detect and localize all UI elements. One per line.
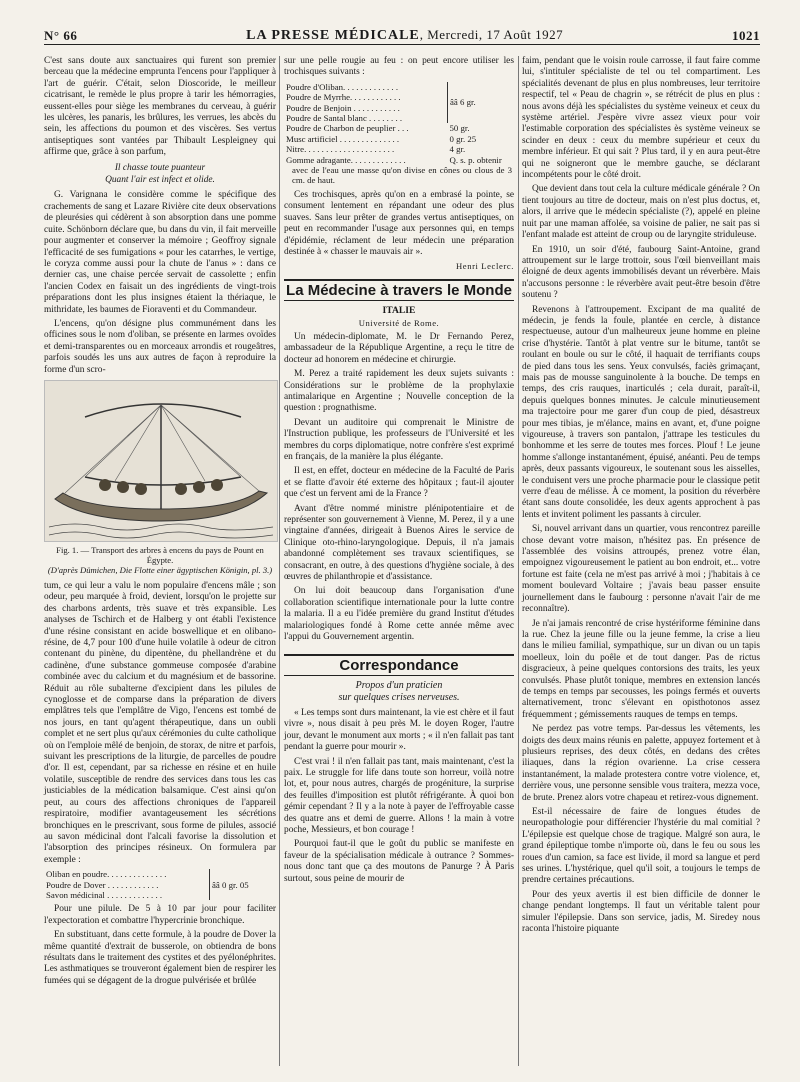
- paragraph: En 1910, un soir d'été, faubourg Saint-Antoine, grand attroupement sur le large trottoir, sous l'œil bienveillant mais éloigné de deux agents immobilisés devant un réverbère. Mais n'accusons personne : le réverbère avait peut-être besoin d'être soutenu ?: [522, 244, 760, 301]
- verse-line: Il chasse toute puanteur: [114, 162, 206, 173]
- paragraph: G. Varignana le considère comme le spécifique des crachements de sang et Lazare Rivière cite deux observations de pleurésies qui cédèrent à son absorption dans une pomme cuite. Schönborn déclare que, bu dans du vin, il fait merveille pour augmenter et conserver la mémoire ; Geoffroy signale l'efficacité de ses fumigations « pour les catarrhes, le vertige, le coryza comme aussi pour la chute de l'anus » : dans ce dernier cas, une chaise percée servait de cassolette ; enfin l'ancien Codex en faisait un des ingrédients de vingt-trois préparations dont les plus insignes étaient la thériaque, le mithridate, les baumes de Fioraventi et du Commandeur.: [44, 190, 276, 315]
- recipe-qty: 4 gr.: [449, 144, 466, 155]
- paragraph: tum, ce qui leur a valu le nom populaire d'encens mâle ; son odeur, peu marquée à froid, devient, lorsqu'on le projette sur des charbons ardents, très suave et très expansible. Les analyses de Tschirch et de Halberg y ont établi l'existence d'une résine consistant en acide boswellique et en olibano-résine, de 4,7 pour 100 d'une huile volatile à odeur de citron contenant du pinène, du dipentène, du phellandrène et du cadinène, d'une substance gommeuse composée d'arabine combinée avec du calcium et du magnésium et de bassorine. Réduit au rôle subalterne d'excipient dans les pilules de cynoglosse et de comparse dans la préparation de divers emplâtres tels que l'emplâtre de Vigo, l'encens est tombé de nos jours, en tant qu'agent thérapeutique, dans un oubli complet et ne sert plus qu'aux cérémonies du culte catholique où on l'emploie mêlé de benjoin, de storax, de nitre et parfois, suivant les prescriptions de la liturgie, de parcelles de poudre d'or. Il est, cependant, par sa richesse en résine et en huile volatile, susceptible de rendre des services dans tous les cas justiciables de la médication balsamique. C'est ainsi qu'on peut, au cours des affections chroniques de l'appareil respiratoire, modifier avantageusement les sécrétions bronchiques en le prescrivant, sous forme de pilules, associé au savon médicinal dont l'alcali favorise la dissolution et l'absorption des principes résineux. On formulera par exemple :: [44, 580, 276, 865]
- recipe-item: Poudre de Charbon de peuplier . . .: [286, 123, 409, 134]
- journal-title: LA PRESSE MÉDICALE: [246, 28, 420, 43]
- recipe-row: [284, 165, 514, 186]
- section-institution: Université de Rome.: [358, 317, 440, 328]
- recipe-item: Poudre de Santal blanc . . . . . . . .: [286, 113, 403, 124]
- paragraph: Revenons à l'attroupement. Excipant de ma qualité de médecin, je fends la foule, plantée en cercle, à distance respectueuse, autour d'un malheureux jeune homme en pleine crise d'hystérie. Tantôt à plat ventre sur le bitume, tantôt se roulant en boule ou sur le côté, il haquait de terrifiants coups de pied dans tous les sens. Yeux convulsés, faciès grimaçant, mais pas de mousse sanguinolente à la bouche. De temps en temps, des cris rauques, inarticulés ; cela durait, paraît-il, depuis quelques bonnes minutes. Je calcule minutieusement ma trajectoire pour me garer d'un coup de pied, désastreux pour mes tibias, je m'élance, mains en avant, et, d'une poigne vigoureuse, à travers son pantalon, j'attrape les testicules du bonhomme et les serre de toutes mes forces. Plouf ! Le jeune homme s'allonge instantanément, épuisé, anéanti. Peu de temps après, deux passants vigoureux, le soutenant sous les aisselles, le conduisent vers une proche pharmacie pour le classique petit verre d'eau de mélisse. À ce moment, la position du réverbère étant sans doute consolidée, les deux agents approchent à pas lents et invitent poliment les passants à circuler.: [522, 304, 760, 520]
- verse-line: Quant l'air est infect et olide.: [105, 175, 215, 186]
- recipe-qty: ââ 6 gr.: [448, 82, 515, 124]
- recipe-row: [284, 144, 514, 154]
- recipe-row: [284, 123, 514, 133]
- subtitle-line: Propos d'un praticien: [355, 679, 443, 691]
- paragraph: Pourquoi faut-il que le goût du public se manifeste en faveur de la spécialisation médicale à outrance ? Sommes-nous donc tant que ça des moutons de Panurge ? À Paris surtout, sous peine de mourir de: [284, 839, 514, 884]
- section-title: Correspondance: [284, 654, 514, 676]
- paragraph: C'est vrai ! il n'en fallait pas tant, mais maintenant, c'est la paix. Le struggle for life dans toute son horreur, voilà notre lot, et, pour nous autres, chargés de progéniture, la surprise des feuilles d'imposition est plutôt réfrigérante. À quoi bon gémir cependant ? Il y a la note à payer de l'effroyable casse des quatre ans et demi de guerre. Allons ! la main à votre poche, Messieurs, et bon courage !: [284, 756, 514, 835]
- paragraph: Un médecin-diplomate, M. le Dr Fernando Perez, ambassadeur de la République Argentine, a reçu le titre de docteur ad honorem en médecine et chirurgie.: [284, 331, 514, 365]
- paragraph: Je n'ai jamais rencontré de crise hystériforme féminine dans la rue. Chez la jeune fille ou la jeune femme, la crise a lieu dans le milieu familial, sympathique, sur un divan ou un tapis moelleux, loin du poêle et de tout danger. Pas de rictus disgracieux, à peine quelques contorsions des traits, les yeux convulsés. Phase plutôt tonique, membres en extension lancés de temps en temps par secousses, les poings fermés et ouverts alternativement, tronc s'élevant en opisthotonos assez fréquemment ; gémissements rauques de temps en temps.: [522, 618, 760, 720]
- article-subtitle: [284, 680, 514, 704]
- paragraph: Que devient dans tout cela la culture médicale générale ? On tient toujours au titre de docteur, mais on n'est plus doctus, et, alors, il arrive que le médecin spécialiste (?), appelé en pleine nuit par une maman affolée, sa voisine de palier, ne sait pas si l'enfant malade est atteint de croup ou de laryngite striduleuse.: [522, 184, 760, 241]
- paragraph: sur une pelle rougie au feu : on peut encore utiliser les trochisques suivants :: [284, 56, 514, 78]
- recipe-note: avec de l'eau une masse qu'on divise en cônes ou clous de 3 cm. de haut.: [292, 165, 512, 186]
- page-number: 1021: [731, 28, 760, 43]
- paragraph: faim, pendant que le voisin roule carrosse, il faut faire comme lui, s'intituler spécialiste de tel ou tel compartiment. Les spécialités devenant de plus en plus nombreuses, leur territoire respectif, tel « Peau de chagrin », se rétrécit de plus en plus : nous avons déjà les spécialistes du système veineux et ceux du système artériel. J'espère vivre assez vieux pour voir l'estimable corporation des spécialistes ès système veineux se scinder en deux : ceux du membre supérieur et ceux du membre inférieur. Et qui sait ? Plus tard, il y en aura peut-être qui ne soigneront que le membre gauche, se déclarant incompétents pour le côté droit.: [522, 56, 760, 181]
- paragraph: Pour une pilule. De 5 à 10 par jour pour faciliter l'expectoration et combattre l'hypercrinie bronchique.: [44, 904, 276, 926]
- paragraph: Devant un auditoire qui comprenait le Ministre de l'Instruction publique, les professeurs de l'Université et les membres du corps diplomatique, notre confrère s'est exprimé en français, de la manière la plus élégante.: [284, 417, 514, 462]
- recipe-qty: ââ 0 gr. 05: [210, 869, 277, 900]
- recipe-item: Oliban en poudre. . . . . . . . . . . . . .: [46, 869, 167, 880]
- section-title: La Médecine à travers le Monde: [284, 279, 514, 301]
- recipe-row: [284, 82, 514, 92]
- figure-source: (D'après Dümichen, Die Flotte einer ägyptischen Königin, pl. 3.): [47, 564, 273, 575]
- recipe-item: Poudre de Myrrhe. . . . . . . . . . . .: [286, 92, 401, 103]
- recipe-table: [44, 869, 276, 900]
- recipe-item: Nitre. . . . . . . . . . . . . . . . . . . . .: [286, 144, 395, 155]
- recipe-table: [284, 82, 514, 186]
- recipe-item: Poudre de Benjoin . . . . . . . . . . .: [286, 102, 400, 113]
- recipe-item: Gomme adragante. . . . . . . . . . . . .: [286, 154, 406, 165]
- paragraph: Avant d'être nommé ministre plénipotentiaire et de représenter son gouvernement à Vienne, M. Perez, il y a une vingtaine d'années, dirigeait à Buenos Aires le service de Clinique oto-rhino-laryngologique. Depuis, il n'a jamais abandonné complètement ses travaux scientifiques, se consacrant, en outre, à des questions d'hygiène sociale, à des œuvres de philanthropie et d'assistance.: [284, 503, 514, 583]
- column-divider: [279, 56, 280, 1066]
- recipe-row: [44, 869, 276, 879]
- recipe-item: Musc artificiel . . . . . . . . . . . . . .: [286, 133, 400, 144]
- column-2: [284, 56, 514, 888]
- author-signature: Henri Leclerc.: [455, 261, 514, 272]
- recipe-qty: 0 gr. 25: [449, 133, 477, 144]
- paragraph: Pour des yeux avertis il est bien difficile de donner le change pendant longtemps. Il faut un véritable talent pour simuler l'épilepsie. Dans son service, jadis, M. Siredey nous raconta l'histoire piquante: [522, 889, 760, 935]
- issue-date: Mercredi, 17 Août 1927: [427, 27, 564, 42]
- paragraph: Si, nouvel arrivant dans un quartier, vous rencontrez pareille chose devant votre maison, n'hésitez pas. En présence de l'assemblée des voisins attroupés, prenez votre élan, empoignez vigoureusement le patient au bon endroit, et... votre fortune est faite (cela ne m'est pas arrivé à moi ; j'habitais à ce moment boulevard Voltaire ; j'avais beau passer ensuite journellement dans le faubourg : personne n'avait l'air de me reconnaître).: [522, 524, 760, 615]
- paragraph: Est-il nécessaire de faire de longues études de neuropathologie pour différencier l'hystérie du mal comitial ? L'épilepsie est quelque chose de tragique. Malgré son aura, le grand épileptique tombe n'importe où, dans le feu ou sous les roues d'un camion, sa face est livide, il mord sa langue et perd ses urines. L'hystérique, quel qu'il soit, a toujours le temps de prendre certaines précautions.: [522, 807, 760, 886]
- paragraph: Il est, en effet, docteur en médecine de la Faculté de Paris et se flatte d'avoir été externe des hôpitaux ; faut-il ajouter que c'est un fervent ami de la France ?: [284, 466, 514, 500]
- paragraph: Ne perdez pas votre temps. Par-dessus les vêtements, les doigts des deux mains réunis en palette, appuyez fortement et à plusieurs reprises, des deux côtés, en dedans des crêtes iliaques, dans la région ovarienne. La crise cessera instantanément, la malade protestera contre votre violence, et, derrière vous, une personne sensible vous traitera, mezza voce, de brute. Prenez alors votre chapeau et retirez-vous dignement.: [522, 724, 760, 803]
- recipe-item: Poudre de Dover . . . . . . . . . . . .: [46, 879, 159, 890]
- paragraph: M. Perez a traité rapidement les deux sujets suivants : Considérations sur le problème de la prophylaxie antimalarique en Argentine ; Nouvelle conception de la question : prognathisme.: [284, 369, 514, 414]
- recipe-row: [284, 134, 514, 144]
- figure-caption: Fig. 1. — Transport des arbres à encens du pays de Pount en Égypte.: [56, 544, 264, 565]
- ship-illustration: [45, 381, 277, 541]
- recipe-item: Poudre d'Oliban. . . . . . . . . . . . .: [286, 81, 399, 92]
- column-divider: [518, 56, 519, 1066]
- recipe-qty: Q. s. p. obtenir: [449, 154, 502, 165]
- recipe-qty: 50 gr.: [449, 123, 470, 134]
- column-1: [44, 56, 276, 990]
- paragraph: Ces trochisques, après qu'on en a embrasé la pointe, se consument lentement en répandant une odeur des plus suaves. Sans leur prêter de grandes vertus antiseptiques, on peut en recommander l'usage aux personnes qui, en temps d'épidémie, réclament de leur médecin une préparation destinée à « chasser le mauvais air ».: [284, 189, 514, 257]
- paragraph: C'est sans doute aux sanctuaires qui furent son premier berceau que la médecine emprunta l'encens pour l'appliquer à l'art de guérir. C'était, selon Dioscoride, le meilleur cicatrisant, le remède le plus propre à tarir les hémorragies, eussent-elles pour siège les membranes du cerveau, à guérir les ulcères, les panaris, les brûlures, les verrues, les abcès du sein, les affections du poumon et des viscères. Ses vertus antiseptiques sont vantées par Thibault Lespleigney qui affirme que, grâce à son parfum,: [44, 56, 276, 158]
- paragraph: En substituant, dans cette formule, à la poudre de Dover la même quantité d'extrait de busserole, on obtiendra de bons résultats dans le traitement des cystites et des pyélonéphrites. Les asthmatiques se trouveront également bien de respirer les fumées qui se dégagent de la drogue pulvérisée et brûlée: [44, 930, 276, 986]
- masthead: LA PRESSE MÉDICALE, Mercredi, 17 Août 1927: [246, 27, 564, 43]
- figure-image: [44, 380, 278, 542]
- paragraph: On lui doit beaucoup dans l'organisation d'une collaboration scientifique internationale pour la lutte contre la malaria. Il a eu l'idée première du grand Institut d'études malariologiques fondé à Rome cette année même avec l'appui du Gouvernement argentin.: [284, 586, 514, 643]
- recipe-row: [284, 155, 514, 165]
- subtitle-line: sur quelques crises nerveuses.: [338, 691, 460, 703]
- figure-1: [44, 380, 276, 575]
- paragraph: L'encens, qu'on désigne plus communément dans les officines sous le nom d'oliban, se présente en larmes ovoïdes et demi-transparentes ou en morceaux arrondis et rougeâtres, parfois soudés les uns aux autres de façon à reproduire la forme d'un scro-: [44, 318, 276, 375]
- recipe-item: Savon médicinal . . . . . . . . . . . . .: [46, 889, 163, 900]
- page-header: [44, 22, 760, 45]
- section-country: ITALIE: [382, 305, 416, 317]
- paragraph: « Les temps sont durs maintenant, la vie est chère et il faut vivre », nous disait à peu près M. le doyen Roger, l'autre jour, devant le monument aux morts ; « il n'en fallait pas tant pendant la guerre pour mourir ».: [284, 707, 514, 753]
- issue-number: N° 66: [44, 28, 78, 43]
- column-3: [522, 56, 760, 938]
